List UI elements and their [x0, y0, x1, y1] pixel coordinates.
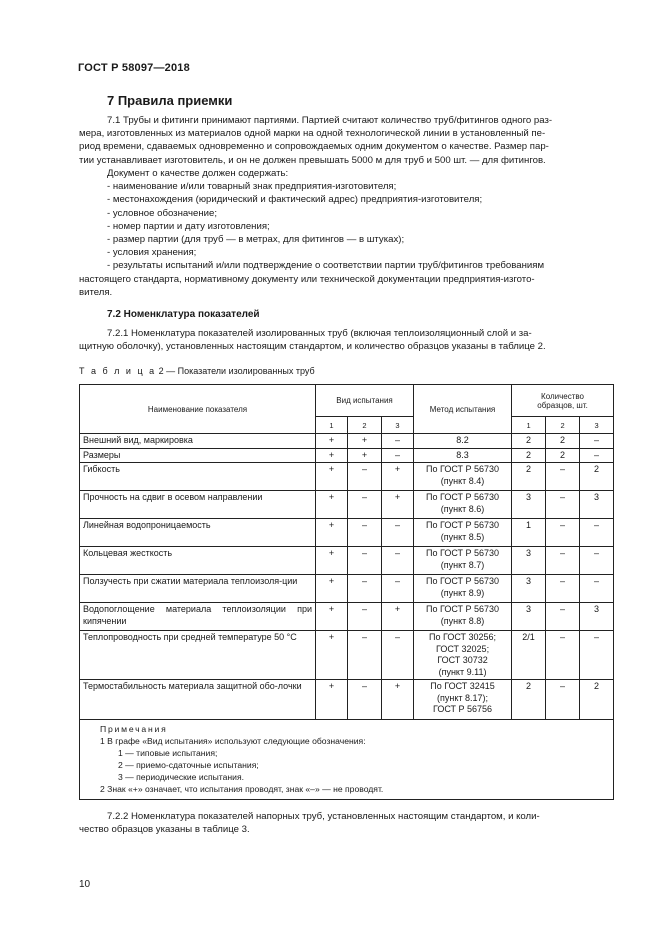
test-type-mark: +	[382, 491, 414, 519]
standard-code: ГОСТ Р 58097—2018	[78, 62, 190, 74]
table-row	[80, 519, 614, 547]
table-caption-text: 2 — Показатели изолированных труб	[156, 366, 315, 376]
sample-quantity: 2	[512, 448, 546, 463]
sample-quantity: –	[580, 519, 614, 547]
text-line: щитную оболочку), установленных настоящим стандартом, и количество образцов указаны в таблице 2.	[79, 341, 546, 353]
test-method-line: (пункт 8.6)	[440, 503, 485, 514]
sample-quantity: 3	[512, 547, 546, 575]
header-quantity-line: образцов, шт.	[537, 400, 588, 410]
section-title: 7 Правила приемки	[107, 93, 233, 108]
test-type-mark: –	[382, 519, 414, 547]
note-item: 2 — приемо-сдаточные испытания;	[118, 760, 259, 770]
quantity-col: 3	[580, 417, 614, 434]
header-method: Метод испытания	[414, 385, 512, 434]
list-item: - местонахождения (юридический и фактический адрес) предприятия-изготовителя;	[107, 194, 483, 206]
list-item: - размер партии (для труб — в метрах, для фитингов — в штуках);	[107, 234, 405, 246]
test-type-mark: –	[382, 631, 414, 680]
quality-document-list	[79, 167, 613, 299]
test-method-line: ГОСТ 32025;	[435, 643, 490, 654]
indicator-name: Размеры	[80, 448, 316, 463]
sample-quantity: –	[546, 547, 580, 575]
sample-quantity: –	[580, 434, 614, 449]
sample-quantity: 1	[512, 519, 546, 547]
test-method-line: По ГОСТ 30256;	[428, 632, 497, 642]
sample-quantity: 3	[512, 603, 546, 631]
list-item: - условия хранения;	[107, 247, 197, 259]
test-type-mark: +	[316, 519, 348, 547]
table-notes	[80, 720, 614, 800]
test-method-line: По ГОСТ Р 56730	[425, 548, 500, 558]
text-line: 7.1 Трубы и фитинги принимают партиями. Партией считают количество труб/фитингов одного раз-	[107, 115, 553, 126]
test-type-mark: +	[348, 434, 382, 449]
sample-quantity: 3	[580, 603, 614, 631]
test-method-line: По ГОСТ Р 56730	[425, 604, 500, 614]
test-type-mark: +	[316, 448, 348, 463]
sample-quantity: –	[580, 575, 614, 603]
table-row	[80, 434, 614, 449]
test-method	[414, 575, 512, 603]
list-intro: Документ о качестве должен содержать:	[107, 168, 289, 179]
text-line: риод времени, сдаваемых одновременно и сопровождаемых одним документом о качестве. Размер пар-	[79, 141, 549, 153]
test-type-mark: +	[316, 463, 348, 491]
sample-quantity: 2	[580, 463, 614, 491]
text-line: 7.2.2 Номенклатура показателей напорных труб, установленных настоящим стандартом, и коли-	[107, 811, 540, 822]
test-type-mark: –	[348, 463, 382, 491]
sample-quantity: 2	[512, 463, 546, 491]
test-type-mark: –	[348, 603, 382, 631]
test-type-mark: +	[316, 680, 348, 720]
test-method-line: ГОСТ 30732	[437, 655, 488, 665]
quantity-col: 1	[512, 417, 546, 434]
test-method-line: (пункт 8.5)	[440, 531, 485, 542]
table-row	[80, 575, 614, 603]
test-method-line: ГОСТ Р 56756	[432, 704, 493, 714]
note-item: 1 — типовые испытания;	[118, 748, 218, 758]
indicator-name: Термостабильность материала защитной обо-лочки	[80, 680, 316, 720]
test-type-mark: –	[382, 547, 414, 575]
test-type-mark: –	[348, 631, 382, 680]
test-method-line: По ГОСТ Р 56730	[425, 492, 500, 502]
test-method	[414, 491, 512, 519]
header-test-type: Вид испытания	[316, 385, 414, 417]
indicator-name: Водопоглощение материала теплоизоляции при кипячении	[80, 603, 316, 631]
sample-quantity: –	[546, 519, 580, 547]
test-type-mark: –	[382, 448, 414, 463]
sample-quantity: –	[580, 448, 614, 463]
test-type-mark: –	[348, 547, 382, 575]
test-method	[414, 434, 512, 449]
indicator-name: Внешний вид, маркировка	[80, 434, 316, 449]
sample-quantity: –	[546, 491, 580, 519]
table-row	[80, 448, 614, 463]
test-method	[414, 631, 512, 680]
indicator-name: Кольцевая жесткость	[80, 547, 316, 575]
test-method-line: По ГОСТ Р 56730	[425, 464, 500, 474]
test-method	[414, 519, 512, 547]
indicator-name: Гибкость	[80, 463, 316, 491]
sample-quantity: 2	[546, 434, 580, 449]
test-method	[414, 547, 512, 575]
test-type-mark: +	[382, 603, 414, 631]
test-method-line: 8.2	[456, 435, 469, 445]
text-line: тии устанавливает изготовитель, и он не должен превышать 5000 м для труб и 500 шт. — для фитингов.	[79, 154, 546, 166]
test-type-col: 3	[382, 417, 414, 434]
table-row	[80, 491, 614, 519]
indicators-table	[79, 384, 614, 800]
note-1: 1 В графе «Вид испытания» используют следующие обозначения:	[100, 736, 366, 746]
sample-quantity: 2	[580, 680, 614, 720]
test-method-line: (пункт 8.9)	[440, 587, 485, 598]
sample-quantity: –	[546, 463, 580, 491]
list-item: - условное обозначение;	[107, 207, 217, 219]
sample-quantity: –	[546, 631, 580, 680]
sample-quantity: –	[580, 547, 614, 575]
list-item: - наименование и/или товарный знак предприятия-изготовителя;	[107, 181, 397, 193]
test-type-mark: +	[316, 491, 348, 519]
test-method	[414, 463, 512, 491]
test-type-col: 1	[316, 417, 348, 434]
text-line: мера, изготовленных из материалов одной марки на одной технологической линии в установленный пе-	[79, 128, 546, 140]
test-method-line: По ГОСТ 32415	[430, 681, 495, 691]
table-caption-prefix: Т а б л и ц а	[79, 366, 157, 376]
sample-quantity: 2/1	[512, 631, 546, 680]
test-type-mark: –	[348, 491, 382, 519]
sample-quantity: 3	[512, 491, 546, 519]
test-method	[414, 680, 512, 720]
sample-quantity: 2	[512, 680, 546, 720]
test-method-line: По ГОСТ Р 56730	[425, 576, 500, 586]
table-row	[80, 463, 614, 491]
test-method	[414, 603, 512, 631]
indicator-name: Теплопроводность при средней температуре 50 °С	[80, 631, 316, 680]
test-method-line: 8.3	[456, 449, 469, 460]
text-line: настоящего стандарта, нормативному документу или технической документации предприятия-изгото-	[79, 273, 535, 285]
sample-quantity: 2	[512, 434, 546, 449]
paragraph-7-1	[79, 114, 613, 167]
sample-quantity: –	[546, 680, 580, 720]
list-item: - результаты испытаний и/или подтверждение о соответствии партии труб/фитингов требованиям	[107, 260, 545, 272]
test-type-col: 2	[348, 417, 382, 434]
test-type-mark: +	[382, 680, 414, 720]
test-type-mark: +	[316, 631, 348, 680]
indicator-name: Прочность на сдвиг в осевом направлении	[80, 491, 316, 519]
test-method-line: По ГОСТ Р 56730	[425, 520, 500, 530]
header-quantity-line: Количество	[541, 391, 585, 401]
quantity-col: 2	[546, 417, 580, 434]
list-item: - номер партии и дату изготовления;	[107, 220, 270, 232]
test-type-mark: –	[382, 575, 414, 603]
page-number: 10	[79, 879, 91, 890]
test-type-mark: +	[316, 603, 348, 631]
test-method-line: (пункт 8.4)	[440, 475, 485, 486]
test-type-mark: +	[316, 575, 348, 603]
test-method-line: (пункт 8.17);	[437, 692, 489, 703]
paragraph-7-2-2	[79, 810, 613, 836]
sample-quantity: 3	[580, 491, 614, 519]
text-line: вителя.	[79, 286, 113, 298]
test-method-line: (пункт 9.11)	[438, 666, 487, 677]
test-method-line: (пункт 8.8)	[440, 615, 485, 626]
indicator-name: Линейная водопроницаемость	[80, 519, 316, 547]
table-row	[80, 547, 614, 575]
test-method	[414, 448, 512, 463]
subsection-title: 7.2 Номенклатура показателей	[107, 309, 260, 320]
note-2: 2 Знак «+» означает, что испытания проводят, знак «–» — не проводят.	[100, 784, 384, 794]
table-row	[80, 603, 614, 631]
test-method-line: (пункт 8.7)	[440, 559, 485, 570]
table-row	[80, 680, 614, 720]
header-quantity	[512, 385, 614, 417]
test-type-mark: –	[348, 575, 382, 603]
test-type-mark: –	[382, 434, 414, 449]
sample-quantity: –	[546, 575, 580, 603]
text-line: 7.2.1 Номенклатура показателей изолированных труб (включая теплоизоляционный слой и за-	[107, 328, 532, 339]
sample-quantity: –	[546, 603, 580, 631]
indicator-name: Ползучесть при сжатии материала теплоизоля-ции	[80, 575, 316, 603]
sample-quantity: 3	[512, 575, 546, 603]
note-item: 3 — периодические испытания.	[118, 772, 244, 782]
test-type-mark: –	[348, 519, 382, 547]
notes-title: Примечания	[100, 724, 168, 734]
paragraph-7-2-1	[79, 327, 613, 353]
test-type-mark: +	[316, 434, 348, 449]
test-type-mark: +	[382, 463, 414, 491]
table-row	[80, 631, 614, 680]
test-type-mark: +	[348, 448, 382, 463]
test-type-mark: +	[316, 547, 348, 575]
text-line: чество образцов указаны в таблице 3.	[79, 824, 250, 836]
header-name: Наименование показателя	[80, 385, 316, 434]
table-caption	[79, 366, 315, 376]
sample-quantity: –	[580, 631, 614, 680]
test-type-mark: –	[348, 680, 382, 720]
sample-quantity: 2	[546, 448, 580, 463]
